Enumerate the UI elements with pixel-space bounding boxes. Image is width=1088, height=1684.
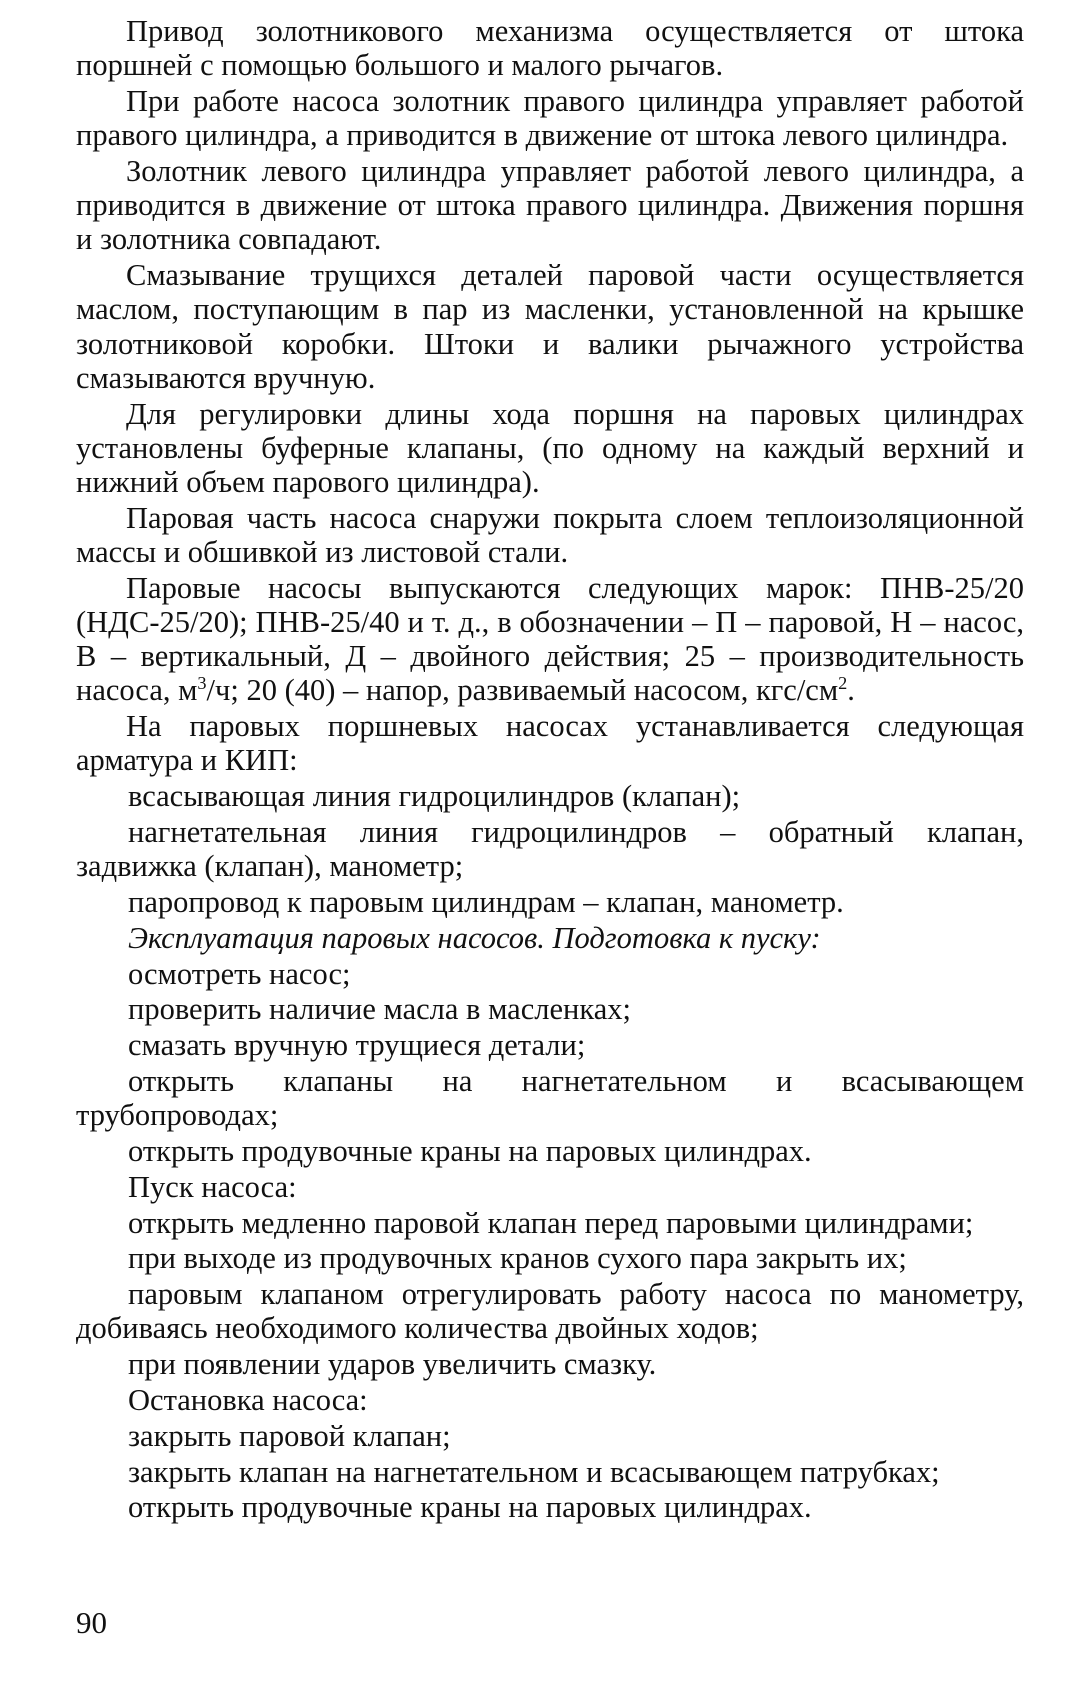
- fitting-item: паропровод к паровым цилиндрам – клапан, манометр.: [128, 885, 844, 920]
- start-step: при появлении ударов увеличить смазку.: [128, 1347, 657, 1382]
- pump-marks-mid: /ч; 20 (40) – напор, развиваемый насосом, кгс/см: [206, 673, 839, 708]
- unit-superscript-3: 3: [197, 673, 207, 694]
- start-step: паровым клапаном отрегулировать работу насоса по манометру, добиваясь необходимого количества двойных ходов;: [76, 1277, 1024, 1346]
- stop-heading: Остановка насоса:: [128, 1382, 368, 1417]
- start-step: при выходе из продувочных кранов сухого пара закрыть их;: [128, 1241, 907, 1276]
- preparation-step: открыть клапаны на нагнетательном и всасывающем трубопроводах;: [76, 1064, 1024, 1133]
- preparation-step: осмотреть насос;: [128, 956, 351, 991]
- stop-step: закрыть паровой клапан;: [128, 1418, 451, 1453]
- start-heading: Пуск насоса:: [128, 1169, 297, 1204]
- paragraph-fittings-intro: На паровых поршневых насосах устанавливается следующая арматура и КИП:: [76, 709, 1024, 778]
- paragraph-lubrication: Смазывание трущихся деталей паровой части осуществляется маслом, поступающим в пар из масленки, установленной на крышке золотниковой коробки. Штоки и валики рычажного устройства смазываются вручную.: [76, 258, 1024, 395]
- page-number: 90: [76, 1605, 107, 1640]
- paragraph-buffer-valves: Для регулировки длины хода поршня на паровых цилиндрах установлены буферные клапаны, (по одному на каждый верхний и нижний объем парового цилиндра).: [76, 396, 1024, 500]
- operation-heading: Эксплуатация паровых насосов. Подготовка к пуску:: [128, 920, 821, 955]
- paragraph-left-valve: Золотник левого цилиндра управляет работой левого цилиндра, а приводится в движение от штока правого цилиндра. Движения поршня и золотника совпадают.: [76, 154, 1024, 257]
- paragraph-right-valve: При работе насоса золотник правого цилиндра управляет работой правого цилиндра, а приводится в движение от штока левого цилиндра.: [76, 84, 1024, 153]
- pump-marks-end: .: [847, 673, 855, 708]
- start-step: открыть медленно паровой клапан перед паровыми цилиндрами;: [128, 1205, 974, 1240]
- preparation-step: проверить наличие масла в масленках;: [128, 992, 631, 1027]
- paragraph-pump-marks: [76, 571, 1024, 708]
- paragraph-drive: Привод золотникового механизма осуществляется от штока поршней с помощью большого и малого рычагов.: [76, 14, 1024, 83]
- paragraph-insulation: Паровая часть насоса снаружи покрыта слоем теплоизоляционной массы и обшивкой из листовой стали.: [76, 500, 1024, 570]
- unit-superscript-2: 2: [838, 673, 848, 694]
- fitting-item: всасывающая линия гидроцилиндров (клапан);: [128, 779, 741, 814]
- preparation-step: смазать вручную трущиеся детали;: [128, 1028, 586, 1063]
- stop-step: закрыть клапан на нагнетательном и всасывающем патрубках;: [128, 1454, 940, 1489]
- preparation-step: открыть продувочные краны на паровых цилиндрах.: [128, 1134, 812, 1168]
- fitting-item: нагнетательная линия гидроцилиндров – обратный клапан, задвижка (клапан), манометр;: [76, 815, 1024, 884]
- stop-step: открыть продувочные краны на паровых цилиндрах.: [128, 1490, 812, 1525]
- page-text: [76, 14, 1024, 1526]
- pump-marks-text: Паровые насосы выпускаются следующих марок: ПНВ-25/20 (НДС-25/20); ПНВ-25/40 и т. д., в обозначении – П – паровой, Н – насос, В – вертикальный, Д – двойного действия; 25 – производительность насоса, м: [76, 570, 1024, 708]
